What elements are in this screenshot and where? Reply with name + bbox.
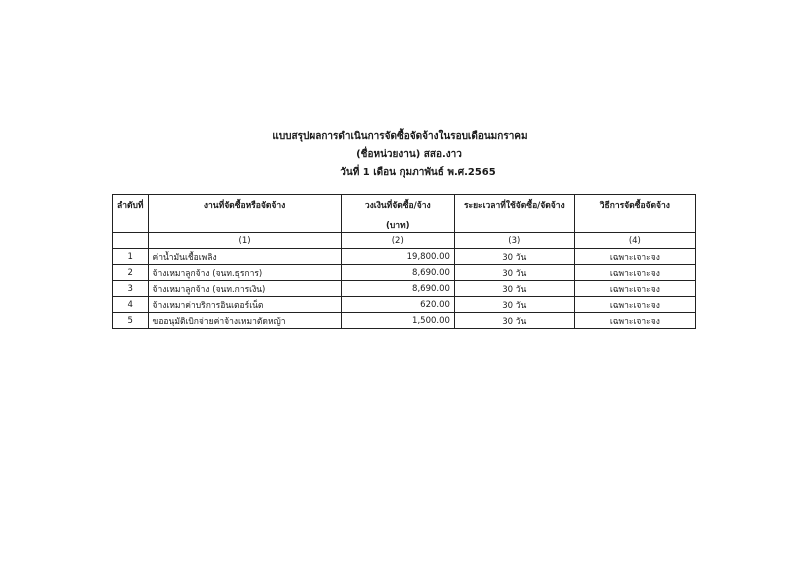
agency-name: (ชื่อหน่วยงาน) สสอ.งาว: [356, 149, 462, 160]
row-seq: 2: [113, 265, 149, 281]
row-method: เฉพาะเจาะจง: [574, 281, 695, 297]
row-duration: 30 วัน: [454, 265, 574, 281]
col-header-budget-label: วงเงินที่จัดซื้อ/จ้าง: [364, 201, 431, 211]
document-header: [0, 128, 800, 182]
report-date: วันที่ 1 เดือน กุมภาพันธ์ พ.ศ.2565: [340, 167, 496, 178]
row-method: เฉพาะเจาะจง: [574, 265, 695, 281]
row-budget: 1,500.00: [341, 313, 454, 329]
row-duration: 30 วัน: [454, 249, 574, 265]
table-row: [113, 265, 696, 281]
col-header-method: วิธีการจัดซื้อจัดจ้าง: [574, 195, 695, 233]
row-budget: 8,690.00: [341, 281, 454, 297]
row-budget: 19,800.00: [341, 249, 454, 265]
table-row: [113, 313, 696, 329]
row-method: เฉพาะเจาะจง: [574, 313, 695, 329]
column-number: (3): [454, 233, 574, 249]
col-header-item: งานที่จัดซื้อหรือจัดจ้าง: [148, 195, 341, 233]
row-duration: 30 วัน: [454, 313, 574, 329]
row-seq: 4: [113, 297, 149, 313]
table-row: [113, 281, 696, 297]
row-method: เฉพาะเจาะจง: [574, 297, 695, 313]
row-seq: 1: [113, 249, 149, 265]
row-budget: 620.00: [341, 297, 454, 313]
column-number: (1): [148, 233, 341, 249]
row-item: ค่าน้ำมันเชื้อเพลิง: [148, 249, 341, 265]
table-row: [113, 249, 696, 265]
col-header-duration: ระยะเวลาที่ใช้จัดซื้อ/จัดจ้าง: [454, 195, 574, 233]
col-header-seq: ลำดับที่: [113, 195, 149, 233]
row-seq: 3: [113, 281, 149, 297]
row-item: จ้างเหมาค่าบริการอินเตอร์เน็ต: [148, 297, 341, 313]
col-header-budget-unit: (บาท): [385, 221, 410, 231]
row-duration: 30 วัน: [454, 297, 574, 313]
row-method: เฉพาะเจาะจง: [574, 249, 695, 265]
row-budget: 8,690.00: [341, 265, 454, 281]
col-header-budget: [341, 195, 454, 233]
table-header-row: [113, 195, 696, 233]
row-seq: 5: [113, 313, 149, 329]
row-duration: 30 วัน: [454, 281, 574, 297]
column-number: (2): [341, 233, 454, 249]
document-title: แบบสรุปผลการดำเนินการจัดซื้อจัดจ้างในรอบเดือนมกราคม: [272, 131, 528, 142]
row-item: ขออนุมัติเบิกจ่ายค่าจ้างเหมาตัดหญ้า: [148, 313, 341, 329]
column-number-row: [113, 233, 696, 249]
row-item: จ้างเหมาลูกจ้าง (จนท.การเงิน): [148, 281, 341, 297]
column-number-blank: [113, 233, 149, 249]
procurement-summary-table: [112, 194, 696, 329]
table-row: [113, 297, 696, 313]
row-item: จ้างเหมาลูกจ้าง (จนท.ธุรการ): [148, 265, 341, 281]
column-number: (4): [574, 233, 695, 249]
